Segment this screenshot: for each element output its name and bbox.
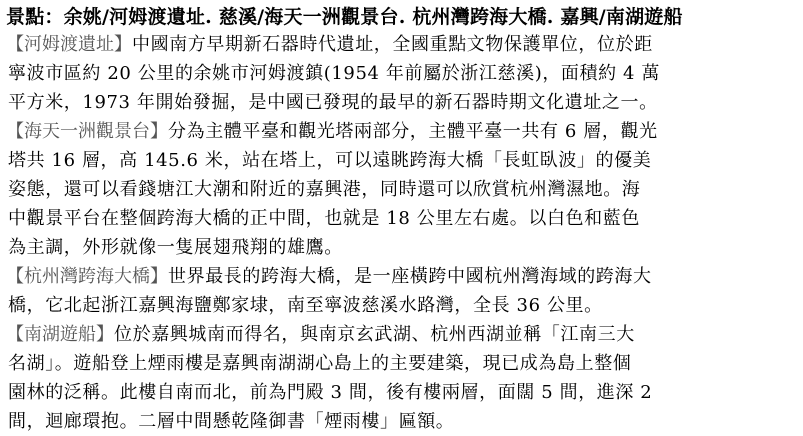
entry-text-line: 世界最長的跨海大橋，是一座橫跨中國杭州灣海域的跨海大 xyxy=(168,266,652,287)
entry-hemudu: 【河姆渡遺址】中國南方早期新石器時代遺址，全國重點文物保護單位，位於距 寧波市區約 20 公里的余姚市河姆渡鎮(1954 年前屬於浙江慈溪)，面積約 4 萬 平方米，1973 年開始發掘，是中國已發現的最早的新石器時期文化遺址之一。 xyxy=(6,30,795,117)
entry-haitianyizhou: 【海天一洲觀景台】分為主體平臺和觀光塔兩部分，主體平臺一共有 6 層，觀光 塔共 16 層，高 145.6 米，站在塔上，可以遠眺跨海大橋「長虹臥波」的優美 姿態，還可以看錢塘江大潮和附近的嘉興港，同時還可以欣賞杭州灣濕地。海 中觀景平台在整個跨海大橋的正中間，也就是 18 公里左右處。以白色和藍色 為主調，外形就像一隻展翅飛翔的雄鷹。 xyxy=(6,117,795,262)
entry-text-line: 間，迴廊環抱。二層中間懸乾隆御書「煙雨樓」匾額。 xyxy=(8,411,455,432)
entry-heading: 杭州灣跨海大橋 xyxy=(24,266,150,287)
entry-text-line: 位於嘉興城南而得名，與南京玄武湖、杭州西湖並稱「江南三大 xyxy=(114,324,635,345)
entry-text-line: 為主調，外形就像一隻展翅飛翔的雄鷹。 xyxy=(8,237,343,258)
entry-text-line: 分為主體平臺和觀光塔兩部分，主體平臺一共有 6 層，觀光 xyxy=(168,121,658,142)
entry-text-line: 寧波市區約 20 公里的余姚市河姆渡鎮(1954 年前屬於浙江慈溪)，面積約 4 萬 xyxy=(8,63,661,84)
entry-heading: 南湖遊船 xyxy=(24,324,96,345)
entry-hangzhou-bay-bridge: 【杭州灣跨海大橋】世界最長的跨海大橋，是一座橫跨中國杭州灣海域的跨海大 橋，它北起浙江嘉興海鹽鄭家埭，南至寧波慈溪水路灣，全長 36 公里。 xyxy=(6,262,795,320)
entry-text-line: 姿態，還可以看錢塘江大潮和附近的嘉興港，同時還可以欣賞杭州灣濕地。海 xyxy=(8,179,641,200)
entry-text-line: 平方米，1973 年開始發掘，是中國已發現的最早的新石器時期文化遺址之一。 xyxy=(8,92,658,113)
entry-heading: 海天一洲觀景台 xyxy=(24,121,150,142)
entry-nanhu-boat: 【南湖遊船】位於嘉興城南而得名，與南京玄武湖、杭州西湖並稱「江南三大 名湖」。遊船登上煙雨樓是嘉興南湖湖心島上的主要建築，現已成為島上整個 園林的泛稱。此樓自南而北，前為門殿 3 間，後有樓兩層，面闊 5 間，進深 2 間，迴廊環抱。二層中間懸乾隆御書「煙雨樓」匾額。 xyxy=(6,320,795,436)
entry-text-line: 塔共 16 層，高 145.6 米，站在塔上，可以遠眺跨海大橋「長虹臥波」的優美 xyxy=(8,150,652,171)
page-title: 景點：余姚/河姆渡遺址. 慈溪/海天一洲觀景台. 杭州灣跨海大橋. 嘉興/南湖遊船 xyxy=(6,6,683,28)
entry-heading: 河姆渡遺址 xyxy=(24,34,114,55)
entry-text-line: 名湖」。遊船登上煙雨樓是嘉興南湖湖心島上的主要建築，現已成為島上整個 xyxy=(8,353,632,374)
entry-text-line: 中國南方早期新石器時代遺址，全國重點文物保護單位，位於距 xyxy=(132,34,653,55)
entry-text-line: 中觀景平台在整個跨海大橋的正中間，也就是 18 公里左右處。以白色和藍色 xyxy=(8,208,640,229)
entry-text-line: 橋，它北起浙江嘉興海鹽鄭家埭，南至寧波慈溪水路灣，全長 36 公里。 xyxy=(8,295,603,316)
entry-text-line: 園林的泛稱。此樓自南而北，前為門殿 3 間，後有樓兩層，面闊 5 間，進深 2 xyxy=(8,382,653,403)
